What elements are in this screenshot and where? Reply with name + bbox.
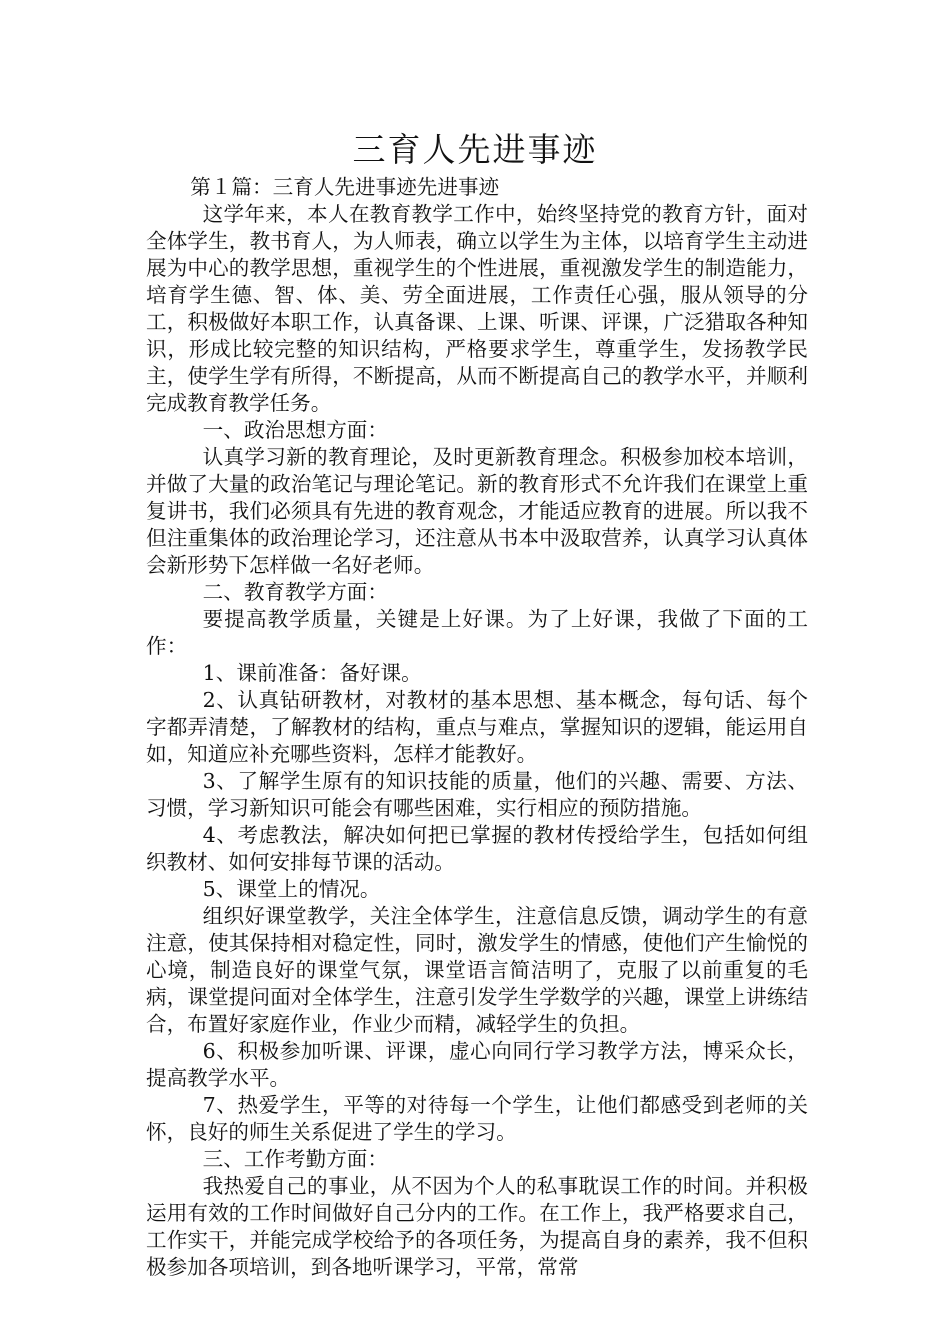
paragraph-intro: 这学年来，本人在教育教学工作中，始终坚持党的教育方针，面对全体学生，教书育人，为人师表，确立以学生为主体，以培育学生主动进展为中心的教学思想，重视学生的个性进展，重视激发学生的制造能力，培育学生德、智、体、美、劳全面进展，工作责任心强，服从领导的分工，积极做好本职工作，认真备课、上课、听课、评课，广泛猎取各种知识，形成比较完整的知识结构，严格要求学生，尊重学生，发扬教学民主，使学生学有所得，不断提高，从而不断提高自己的教学水平，并顺利完成教育教学任务。 xyxy=(146,202,808,415)
list-item-1: 1、课前准备：备好课。 xyxy=(202,661,422,685)
paragraph-politics: 认真学习新的教育理论，及时更新教育理念。积极参加校本培训，并做了大量的政治笔记与理论笔记。新的教育形式不允许我们在课堂上重复讲书，我们必须具有先进的教育观念，才能适应教育的进展。所以我不但注重集体的政治理论学习，还注意从书本中汲取营养，认真学习认真体会新形势下怎样做一名好老师。 xyxy=(146,445,808,577)
section-heading-politics: 一、政治思想方面： xyxy=(202,418,388,442)
list-item-3: 3、了解学生原有的知识技能的质量，他们的兴趣、需要、方法、习惯，学习新知识可能会有哪些困难，实行相应的预防措施。 xyxy=(146,769,808,820)
list-item-4: 4、考虑教法，解决如何把已掌握的教材传授给学生，包括如何组织教材、如何安排每节课的活动。 xyxy=(146,823,808,874)
paragraph-teaching-intro: 要提高教学质量，关键是上好课。为了上好课，我做了下面的工作： xyxy=(146,607,808,658)
document-title: 三育人先进事迹 xyxy=(352,130,598,169)
document-body xyxy=(146,174,808,1281)
section-heading-teaching: 二、教育教学方面： xyxy=(202,580,388,604)
paragraph-attendance: 我热爱自己的事业，从不因为个人的私事耽误工作的时间。并积极运用有效的工作时间做好自己分内的工作。在工作上，我严格要求自己，工作实干，并能完成学校给予的各项任务，为提高自身的素养，我不但积极参加各项培训，到各地听课学习，平常，常常 xyxy=(146,1174,808,1279)
section-heading-attendance: 三、工作考勤方面： xyxy=(202,1147,388,1171)
list-item-5: 5、课堂上的情况。 xyxy=(202,877,381,901)
list-item-2: 2、认真钻研教材，对教材的基本思想、基本概念，每句话、每个字都弄清楚，了解教材的结构，重点与难点，掌握知识的逻辑，能运用自如，知道应补充哪些资料，怎样才能教好。 xyxy=(146,688,808,766)
list-item-7: 7、热爱学生，平等的对待每一个学生，让他们都感受到老师的关怀，良好的师生关系促进了学生的学习。 xyxy=(146,1093,808,1144)
list-item-6: 6、积极参加听课、评课，虚心向同行学习教学方法，博采众长，提高教学水平。 xyxy=(146,1039,808,1090)
document-subtitle: 第１篇：三育人先进事迹先进事迹 xyxy=(190,175,500,199)
paragraph-classroom: 组织好课堂教学，关注全体学生，注意信息反馈，调动学生的有意注意，使其保持相对稳定性，同时，激发学生的情感，使他们产生愉悦的心境，制造良好的课堂气氛，课堂语言简洁明了，克服了以前重复的毛病，课堂提问面对全体学生，注意引发学生学数学的兴趣，课堂上讲练结合，布置好家庭作业，作业少而精，减轻学生的负担。 xyxy=(146,904,808,1036)
